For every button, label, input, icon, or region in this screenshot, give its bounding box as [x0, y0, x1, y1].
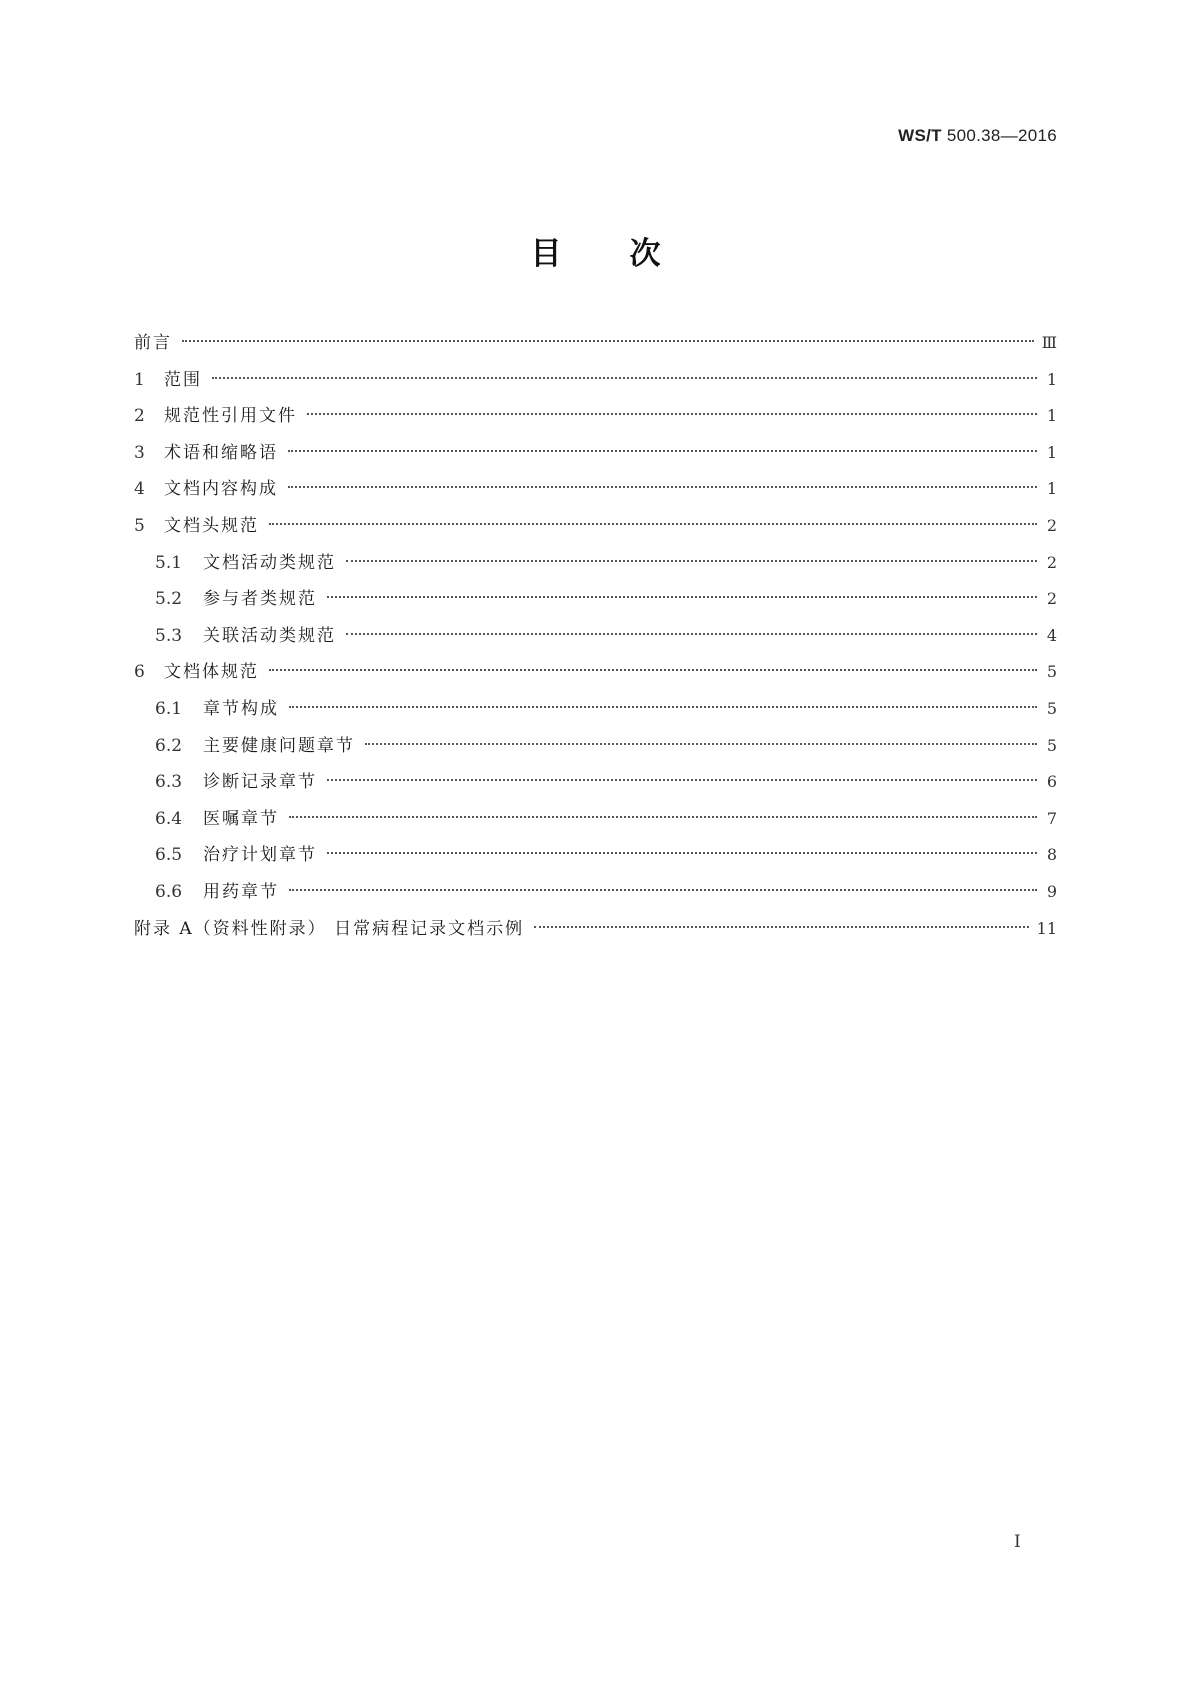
toc-entry-4[interactable] [134, 471, 1057, 508]
toc-dot-leader [289, 816, 1037, 818]
toc-dot-leader [346, 560, 1037, 562]
toc-entry-page: 4 [1046, 625, 1057, 645]
toc-entry-label: 章节构成 [203, 698, 279, 719]
toc-entry-number: 6 [134, 662, 145, 683]
toc-entry-page: 1 [1046, 369, 1057, 389]
toc-entry-5-3[interactable] [134, 618, 1057, 655]
toc-entry-3[interactable] [134, 435, 1057, 472]
toc-entry-5-2[interactable] [134, 581, 1057, 618]
toc-entry-label: 诊断记录章节 [203, 772, 317, 793]
toc-entry-number: 5 [134, 515, 145, 536]
toc-entry-label: 用药章节 [203, 881, 279, 902]
toc-entry-number: 5.2 [155, 589, 183, 610]
toc-entry-label: 前言 [134, 333, 172, 353]
toc-entry-label: 规范性引用文件 [164, 406, 297, 427]
toc-dot-leader [289, 889, 1037, 891]
toc-dot-leader [327, 779, 1037, 781]
toc-entry-page: Ⅲ [1041, 333, 1057, 352]
toc-entry-appendix-a[interactable] [134, 911, 1057, 948]
toc-entry-number: 6.5 [155, 845, 183, 866]
toc-entry-6-3[interactable] [134, 764, 1057, 801]
toc-entry-number: 6.2 [155, 735, 183, 756]
toc-entry-6-6[interactable] [134, 874, 1057, 911]
toc-entry-page: 8 [1046, 845, 1057, 865]
toc-dot-leader [212, 377, 1037, 379]
toc-entry-label: 参与者类规范 [203, 589, 317, 610]
toc-dot-leader [534, 926, 1029, 928]
toc-entry-page: 11 [1036, 918, 1057, 938]
toc-entry-label: 附录 A（资料性附录） 日常病程记录文档示例 [134, 918, 525, 939]
toc-dot-leader [288, 450, 1037, 452]
page-number: I [1014, 1532, 1021, 1552]
toc-dot-leader [182, 340, 1034, 342]
toc-entry-5-1[interactable] [134, 545, 1057, 582]
toc-entry-6-5[interactable] [134, 837, 1057, 874]
toc-dot-leader [365, 743, 1037, 745]
toc-entry-number: 6.6 [155, 881, 183, 902]
toc-dot-leader [327, 596, 1037, 598]
toc-entry-6-4[interactable] [134, 801, 1057, 838]
toc-title: 目次 [530, 236, 729, 272]
toc-entry-label: 关联活动类规范 [203, 625, 336, 646]
toc-entry-number: 5.1 [155, 552, 183, 573]
toc-entry-page: 1 [1046, 479, 1057, 499]
toc-entry-number: 4 [134, 479, 145, 500]
toc-entry-page: 5 [1046, 698, 1057, 718]
toc-entry-page: 1 [1046, 406, 1057, 426]
toc-entry-label: 范围 [164, 369, 202, 390]
toc-entry-6-2[interactable] [134, 728, 1057, 765]
toc-entry-page: 5 [1046, 662, 1057, 682]
toc-entry-label: 治疗计划章节 [203, 845, 317, 866]
toc-entry-page: 5 [1046, 735, 1057, 755]
toc-dot-leader [289, 706, 1037, 708]
standard-code-number: 500.38—2016 [946, 126, 1057, 145]
toc-entry-page: 6 [1046, 772, 1057, 792]
toc-dot-leader [269, 669, 1037, 671]
toc-dot-leader [288, 486, 1037, 488]
toc-entry-number: 1 [134, 369, 145, 390]
toc-entry-label: 主要健康问题章节 [203, 735, 355, 756]
toc-entry-1[interactable] [134, 362, 1057, 399]
toc-entry-foreword[interactable] [134, 325, 1057, 362]
toc-entry-6-1[interactable] [134, 691, 1057, 728]
toc-dot-leader [269, 523, 1037, 525]
toc-entry-number: 3 [134, 442, 145, 463]
toc-dot-leader [346, 633, 1037, 635]
toc-entry-6[interactable] [134, 654, 1057, 691]
toc-entry-page: 2 [1046, 589, 1057, 609]
toc-entry-label: 文档头规范 [164, 515, 259, 536]
table-of-contents [134, 325, 1057, 947]
toc-entry-page: 1 [1046, 442, 1057, 462]
toc-entry-page: 9 [1046, 881, 1057, 901]
toc-dot-leader [327, 852, 1037, 854]
toc-entry-label: 文档内容构成 [164, 479, 278, 500]
toc-entry-number: 2 [134, 406, 145, 427]
toc-entry-5[interactable] [134, 508, 1057, 545]
standard-code-prefix: WS/T [898, 126, 942, 145]
toc-entry-number: 5.3 [155, 625, 183, 646]
toc-entry-number: 6.3 [155, 772, 183, 793]
toc-entry-label: 文档体规范 [164, 662, 259, 683]
standard-code [898, 126, 1057, 146]
toc-entry-number: 6.1 [155, 698, 183, 719]
toc-entry-page: 7 [1046, 808, 1057, 828]
toc-entry-page: 2 [1046, 552, 1057, 572]
toc-entry-label: 文档活动类规范 [203, 552, 336, 573]
toc-entry-label: 术语和缩略语 [164, 442, 278, 463]
toc-dot-leader [307, 413, 1037, 415]
toc-entry-2[interactable] [134, 398, 1057, 435]
toc-entry-page: 2 [1046, 515, 1057, 535]
toc-entry-number: 6.4 [155, 808, 183, 829]
toc-entry-label: 医嘱章节 [203, 808, 279, 829]
